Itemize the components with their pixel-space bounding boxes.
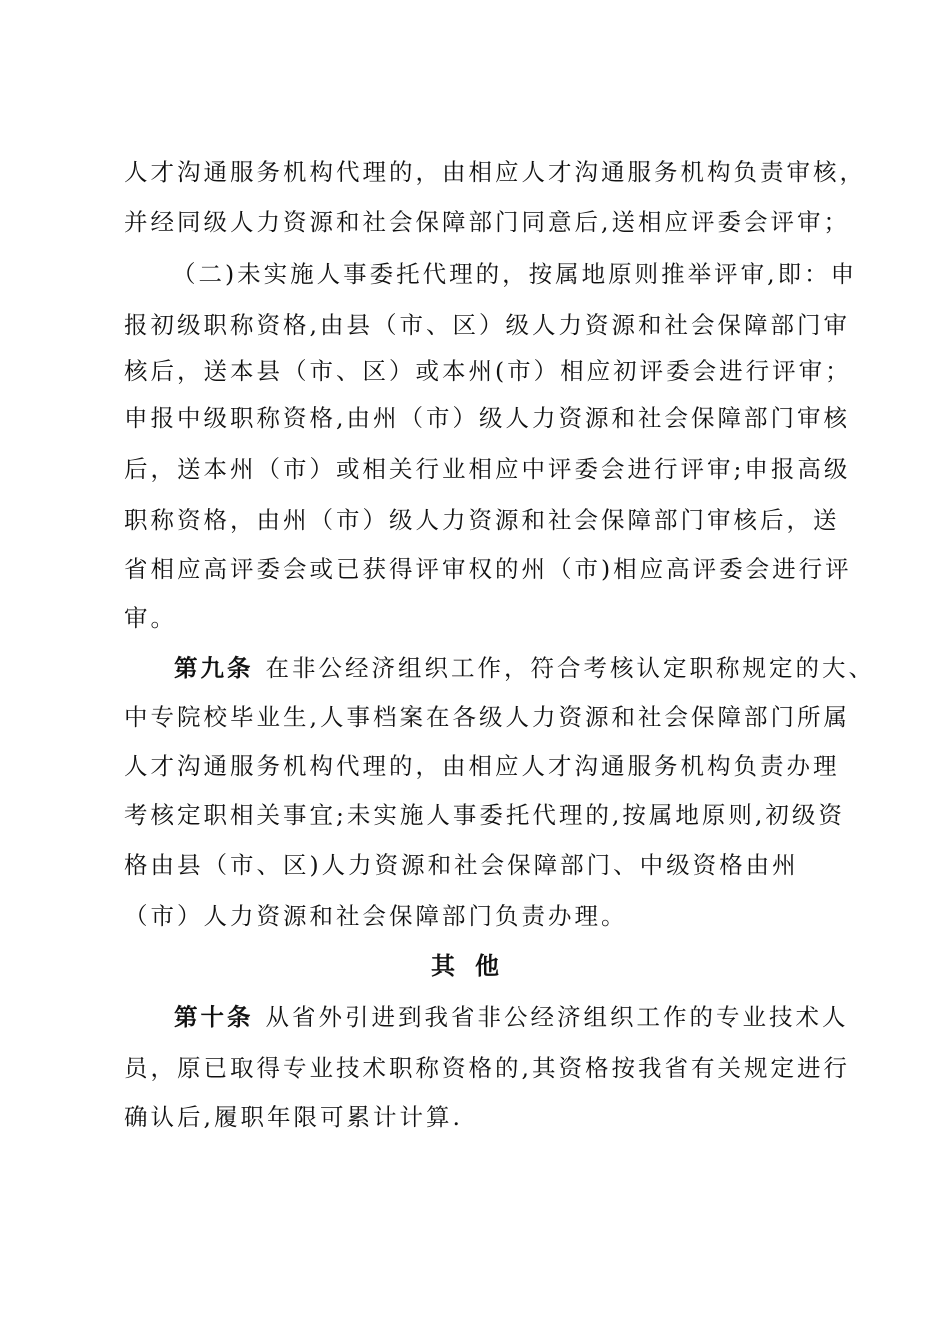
text-line: 省相应高评委会或已获得评审权的州（市)相应高评委会进行评 (124, 555, 852, 583)
text-line: 考核定职相关事宜;未实施人事委托代理的,按属地原则,初级资 (124, 801, 845, 829)
text-line: 核后，送本县（市、区）或本州(市）相应初评委会进行评审； (124, 357, 852, 385)
text-line (174, 652, 875, 684)
article-label: 第九条 (174, 654, 254, 682)
article-text: 从省外引进到我省非公经济组织工作的专业技术人 (265, 1003, 849, 1031)
text-line: 职称资格，由州（市）级人力资源和社会保障部门审核后，送 (124, 506, 840, 534)
text-line: （市）人力资源和社会保障部门负责办理。 (124, 902, 628, 930)
text-line: 格由县（市、区)人力资源和社会保障部门、中级资格由州 (124, 851, 799, 879)
text-line: 后，送本州（市）或相关行业相应中评委会进行评审;申报高级 (124, 455, 851, 483)
text-line: 申报中级职称资格,由州（市）级人力资源和社会保障部门审核 (124, 404, 850, 432)
article-label: 第十条 (174, 1003, 254, 1031)
article-text: 在非公经济组织工作，符合考核认定职称规定的大、 (265, 654, 875, 682)
text-line: 报初级职称资格,由县（市、区）级人力资源和社会保障部门审 (124, 311, 850, 339)
text-line: 并经同级人力资源和社会保障部门同意后,送相应评委会评审； (124, 208, 850, 236)
text-line (174, 1001, 849, 1033)
text-line: 确认后,履职年限可累计计算. (124, 1103, 463, 1131)
text-line: 人才沟通服务机构代理的，由相应人才沟通服务机构负责办理 (124, 752, 840, 780)
text-line: 审。 (124, 604, 177, 632)
text-line: 人才沟通服务机构代理的，由相应人才沟通服务机构负责审核， (124, 158, 866, 186)
section-heading: 其他 (431, 951, 519, 980)
text-line: 员，原已取得专业技术职称资格的,其资格按我省有关规定进行 (124, 1054, 850, 1082)
text-line: （二)未实施人事委托代理的，按属地原则推举评审,即：申 (172, 260, 858, 288)
text-line: 中专院校毕业生,人事档案在各级人力资源和社会保障部门所属 (124, 703, 850, 731)
